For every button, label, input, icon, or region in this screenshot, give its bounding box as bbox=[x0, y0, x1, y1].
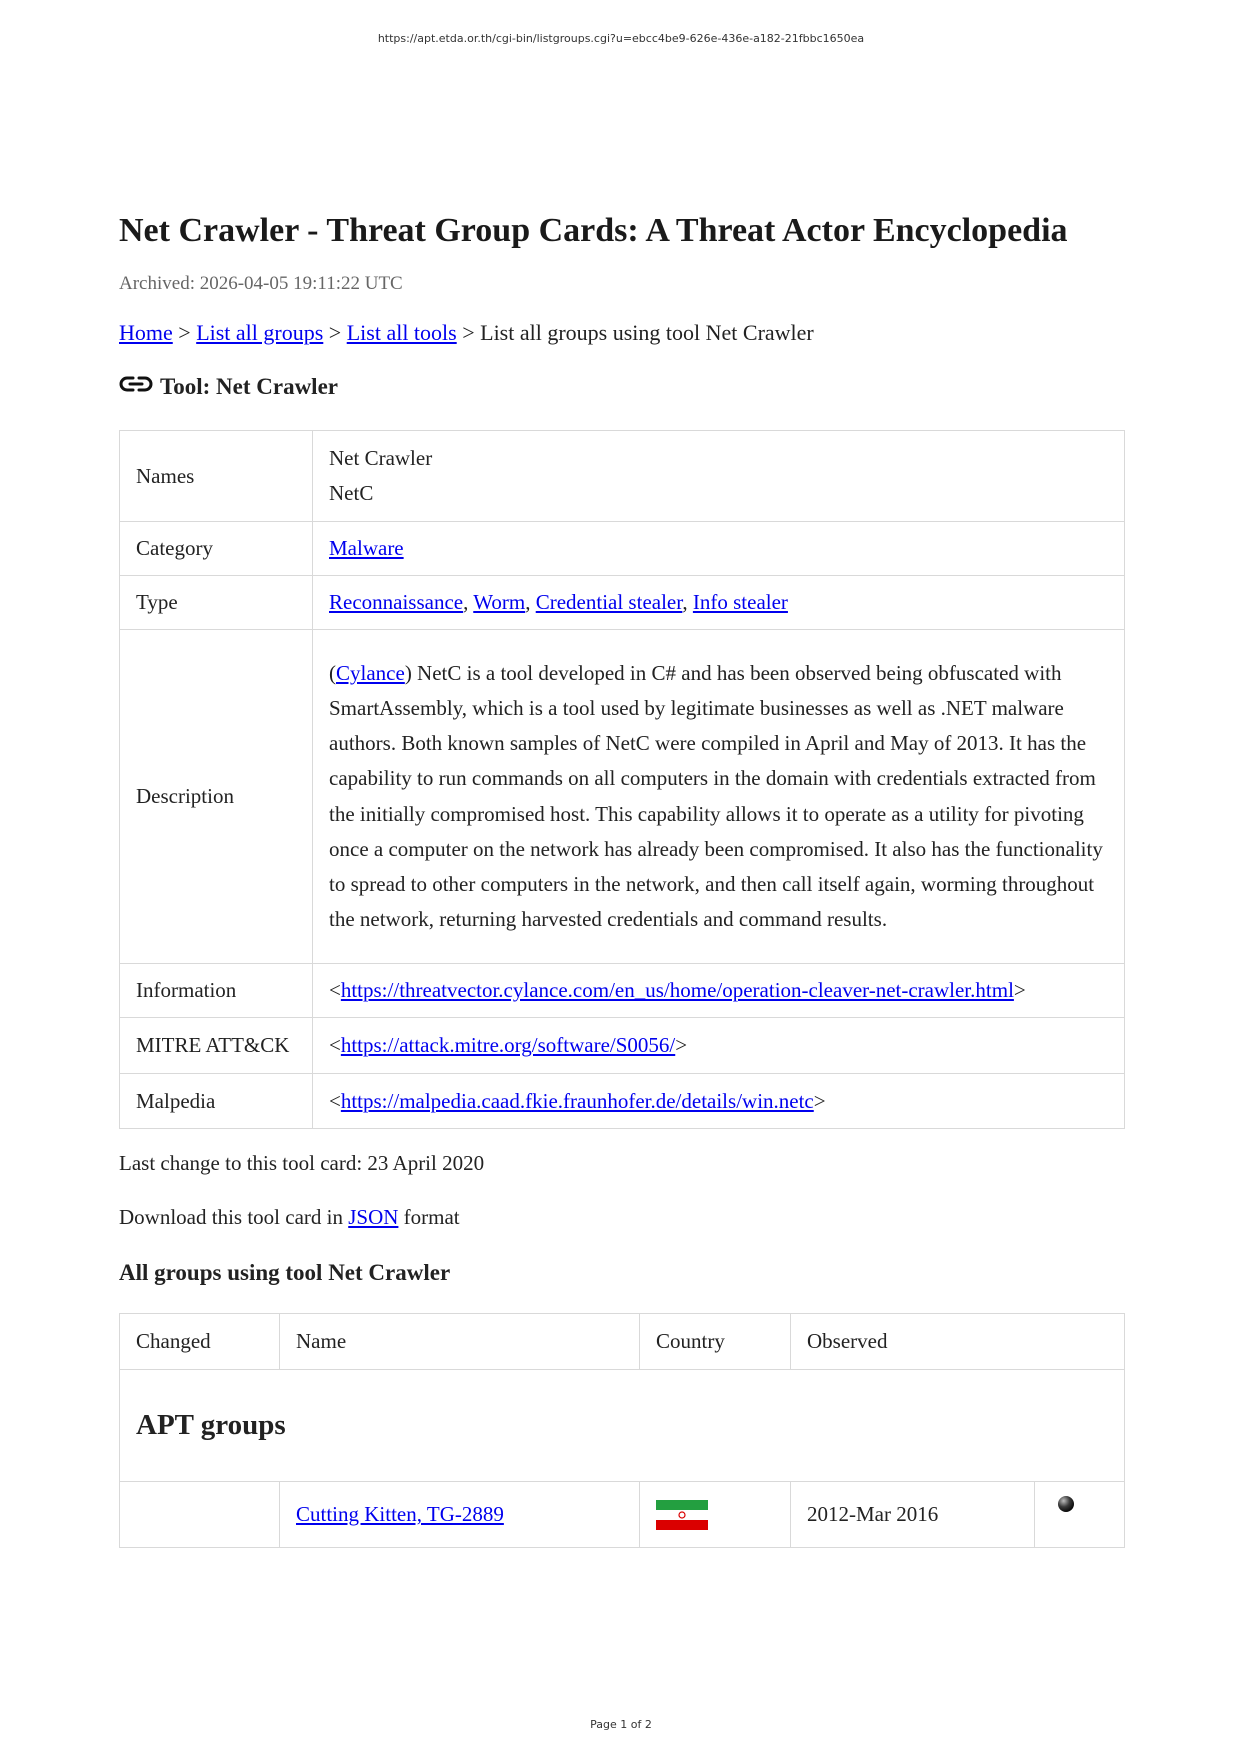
group-name-cell bbox=[280, 1482, 640, 1548]
json-download-link[interactable]: JSON bbox=[348, 1205, 399, 1229]
status-dot-icon bbox=[1057, 1495, 1075, 1513]
table-row bbox=[120, 630, 1125, 964]
name-item: NetC bbox=[329, 481, 374, 505]
breadcrumb-separator: > bbox=[323, 320, 347, 345]
description-paren: ( bbox=[329, 660, 336, 685]
header-name: Name bbox=[280, 1314, 640, 1370]
type-separator: , bbox=[463, 590, 474, 614]
type-link[interactable]: Reconnaissance bbox=[329, 590, 464, 614]
iran-flag-icon bbox=[656, 1500, 708, 1530]
link-icon bbox=[119, 374, 153, 394]
last-change-text: Last change to this tool card: 23 April 2020 bbox=[119, 1151, 485, 1175]
information-label: Information bbox=[120, 964, 313, 1018]
type-link[interactable]: Credential stealer bbox=[535, 590, 683, 614]
cylance-source-link[interactable]: Cylance bbox=[336, 660, 405, 685]
type-separator: , bbox=[682, 590, 693, 614]
information-value bbox=[313, 964, 1125, 1018]
mitre-link[interactable]: https://attack.mitre.org/software/S0056/ bbox=[340, 1033, 676, 1057]
malpedia-value bbox=[313, 1074, 1125, 1129]
tool-info-table bbox=[119, 430, 1125, 1129]
changed-cell bbox=[120, 1482, 280, 1548]
apt-groups-heading: APT groups bbox=[120, 1370, 1125, 1482]
section-row bbox=[120, 1370, 1125, 1482]
type-value bbox=[313, 576, 1125, 630]
angle-open: < bbox=[329, 1033, 341, 1057]
description-label: Description bbox=[120, 630, 313, 964]
breadcrumb-separator: > bbox=[172, 320, 197, 345]
main-content bbox=[119, 210, 1125, 1548]
table-row bbox=[120, 522, 1125, 576]
download-suffix: format bbox=[398, 1205, 460, 1229]
breadcrumb-home-link[interactable]: Home bbox=[119, 320, 173, 345]
breadcrumb bbox=[119, 320, 1125, 346]
angle-close: > bbox=[813, 1088, 826, 1113]
table-row bbox=[120, 576, 1125, 630]
group-link[interactable]: Cutting Kitten, TG-2889 bbox=[296, 1502, 504, 1526]
breadcrumb-groups-link[interactable]: List all groups bbox=[196, 320, 324, 345]
tool-heading-text: Tool: Net Crawler bbox=[160, 374, 338, 399]
table-row bbox=[120, 964, 1125, 1018]
archived-date: Archived: 2026-04-05 19:11:22 UTC bbox=[119, 273, 403, 294]
table-row bbox=[120, 1018, 1125, 1074]
angle-close: > bbox=[675, 1033, 688, 1057]
mitre-value bbox=[313, 1018, 1125, 1074]
description-value bbox=[313, 630, 1125, 964]
header-changed: Changed bbox=[120, 1314, 280, 1370]
table-row bbox=[120, 1482, 1125, 1548]
information-link[interactable]: https://threatvector.cylance.com/en_us/home/operation-cleaver-net-crawler.html bbox=[340, 978, 1014, 1002]
country-cell bbox=[640, 1482, 791, 1548]
mitre-label: MITRE ATT&CK bbox=[120, 1018, 313, 1074]
angle-open: < bbox=[329, 978, 341, 1002]
angle-close: > bbox=[1013, 978, 1026, 1002]
print-url: https://apt.etda.or.th/cgi-bin/listgroups.cgi?u=ebcc4be9-626e-436e-a182-21fbbc1650ea bbox=[377, 32, 865, 45]
table-row bbox=[120, 1074, 1125, 1129]
status-cell bbox=[1035, 1482, 1125, 1548]
header-observed: Observed bbox=[791, 1314, 1125, 1370]
observed-cell: 2012-Mar 2016 bbox=[791, 1482, 1035, 1548]
breadcrumb-current: > List all groups using tool Net Crawler bbox=[456, 320, 814, 345]
groups-table bbox=[119, 1313, 1125, 1548]
groups-heading: All groups using tool Net Crawler bbox=[119, 1260, 451, 1285]
download-prefix: Download this tool card in bbox=[119, 1205, 349, 1229]
page-title: Net Crawler - Threat Group Cards: A Threat Actor Encyclopedia bbox=[119, 212, 1068, 249]
type-link[interactable]: Worm bbox=[473, 590, 526, 614]
malpedia-link[interactable]: https://malpedia.caad.fkie.fraunhofer.de/details/win.netc bbox=[340, 1088, 814, 1113]
download-line bbox=[119, 1205, 1125, 1230]
description-text: ) NetC is a tool developed in C# and has been observed being obfuscated with SmartAssembly, which is a tool used by legitimate businesses as well as .NET malware authors. Both known samples of NetC were compiled in April and May of 2013. It has the capability to run commands on all computers in the domain with credentials extracted from the initially compromised host. This capability allows it to operate as a utility for pivoting once a computer on the network has already been compromised. It also has the functionality to spread to other computers in the network, and then call itself again, worming throughout the network, returning harvested credentials and command results. bbox=[329, 660, 1103, 932]
category-value bbox=[313, 522, 1125, 576]
header-country: Country bbox=[640, 1314, 791, 1370]
category-label: Category bbox=[120, 522, 313, 576]
malpedia-label: Malpedia bbox=[120, 1074, 313, 1129]
tool-heading bbox=[119, 374, 1125, 400]
category-link[interactable]: Malware bbox=[329, 536, 404, 560]
angle-open: < bbox=[329, 1088, 341, 1113]
type-label: Type bbox=[120, 576, 313, 630]
breadcrumb-tools-link[interactable]: List all tools bbox=[346, 320, 457, 345]
name-item: Net Crawler bbox=[329, 446, 433, 470]
page-number: Page 1 of 2 bbox=[590, 1718, 652, 1731]
table-row bbox=[120, 431, 1125, 522]
names-label: Names bbox=[120, 431, 313, 522]
type-link[interactable]: Info stealer bbox=[692, 590, 788, 614]
table-header-row bbox=[120, 1314, 1125, 1370]
type-separator: , bbox=[525, 590, 536, 614]
names-value bbox=[313, 431, 1125, 522]
